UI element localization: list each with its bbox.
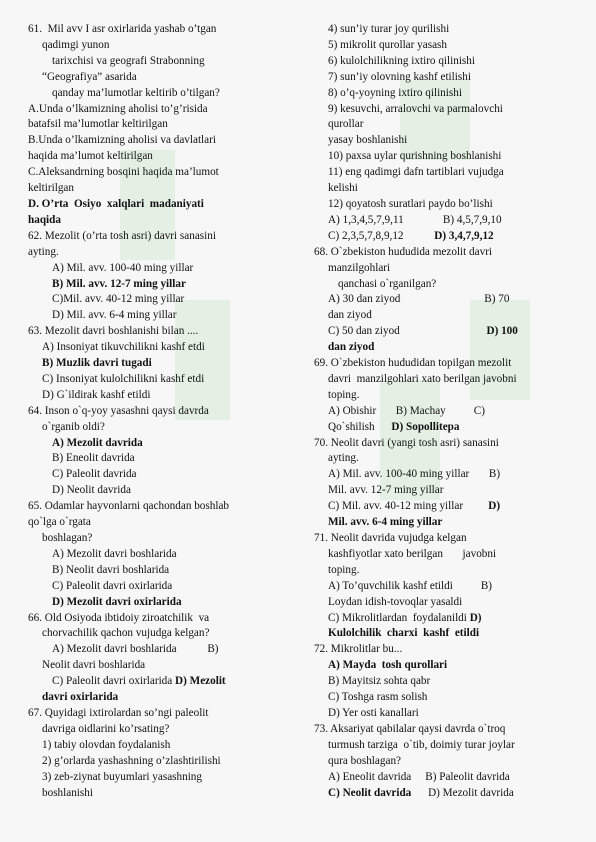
text-line (28, 372, 290, 388)
line-text: davriga oidlarini ko’rsating? (42, 722, 170, 735)
line-text: A) 1,3,4,5,7,9,11 B) 4,5,7,9,10 (328, 213, 502, 226)
line-text: D) Yer osti kanallari (328, 706, 419, 719)
line-text: 10) paxsa uylar qurishning boshlanishi (328, 150, 502, 163)
text-line (314, 261, 576, 277)
text-line (28, 38, 290, 54)
text-line (314, 436, 576, 452)
line-text: C) Insoniyat kulolchilikni kashf etdi (42, 372, 205, 385)
line-text: chorvachilik qachon vujudga kelgan? (42, 627, 210, 640)
text-line (28, 674, 290, 690)
text-line (28, 54, 290, 70)
text-line (28, 308, 290, 324)
line-text: 11) eng qadimgi dafn tartiblari vujudga (328, 166, 504, 179)
text-line (314, 626, 576, 642)
text-line (28, 181, 290, 197)
line-text: 69. O`zbekiston hududidan topilgan mezolit (314, 357, 512, 370)
line-text: qo`lga o`rgata (28, 516, 91, 529)
text-line (314, 165, 576, 181)
line-text: 70. Neolit davri (yangi tosh asri) sanasini (314, 436, 499, 449)
text-line (28, 642, 290, 658)
line-text: A) Mezolit davri boshlarida (52, 547, 177, 560)
text-line (28, 754, 290, 770)
line-text: 65. Odamlar hayvonlarni qachondan boshlab (28, 500, 230, 513)
text-line (314, 277, 576, 293)
text-line (314, 579, 576, 595)
line-text: C) Paleolit davri oxirlarida (52, 675, 173, 688)
line-text: 7) sun’iy olovning kashf etilishi (328, 70, 471, 83)
line-text: dan ziyod (328, 309, 372, 322)
line-answer: D) Mezolit davrida (411, 786, 514, 799)
line-text: A) Eneolit davrida B) Paleolit davrida (328, 770, 510, 783)
line-text: 6) kulolchilikning ixtiro qilinishi (328, 54, 475, 67)
text-line (28, 786, 290, 802)
line-text: o`rganib oldi? (42, 420, 105, 433)
line-text: haqida ma’lumot keltirilgan (28, 150, 153, 163)
text-line (28, 706, 290, 722)
text-line (314, 86, 576, 102)
line-text: C)Mil. avv. 40-12 ming yillar (52, 293, 185, 306)
line-answer: D) 100 (399, 325, 518, 338)
line-text: C) Neolit davrida (328, 786, 412, 799)
line-answer: D) 3,4,7,9,12 (403, 229, 494, 242)
text-line (314, 786, 576, 802)
text-line (28, 102, 290, 118)
line-text: C.Aleksandrning bosqini haqida ma’lumot (28, 166, 219, 179)
text-line (314, 117, 576, 133)
line-text: C) Paleolit davrida (52, 468, 137, 481)
text-line (28, 229, 290, 245)
line-text: boshlagan? (42, 532, 93, 544)
line-text: qanchasi o`rganilgan? (338, 277, 437, 290)
text-line (314, 483, 576, 499)
line-text: 61. Mil avv I asr oxirlarida yashab o’tgan (28, 23, 217, 35)
line-text: turmush tarziga o`tib, doimiy turar joylar (328, 738, 515, 751)
line-text: B) Mayitsiz sohta qabr (328, 675, 431, 688)
text-line (28, 531, 290, 547)
text-line (314, 420, 576, 436)
line-text: B) Mil. avv. 12-7 ming yillar (52, 277, 186, 290)
line-text: A) 30 dan ziyod B) 70 (328, 293, 510, 306)
text-line (314, 340, 576, 356)
line-text: D) G`ildirak kashf etildi (42, 388, 151, 401)
line-text: ayting. (328, 452, 359, 465)
text-line (314, 308, 576, 324)
text-line (28, 563, 290, 579)
line-text: Mil. avv. 6-4 ming yillar (328, 516, 443, 529)
line-text: “Geografiya” asarida (42, 70, 137, 83)
line-text: yasay boshlanishi (328, 134, 408, 147)
line-text: dan ziyod (328, 341, 375, 354)
line-text: batafsil ma’lumotlar keltirilgan (28, 118, 168, 131)
text-line (314, 674, 576, 690)
line-text: C) Toshga rasm solish (328, 691, 428, 704)
text-line (28, 690, 290, 706)
text-line (314, 706, 576, 722)
line-text: Neolit davri boshlarida (42, 659, 146, 672)
text-line (314, 38, 576, 54)
text-line (28, 133, 290, 149)
text-line (28, 499, 290, 515)
text-line (28, 261, 290, 277)
text-line (314, 245, 576, 261)
text-line (28, 165, 290, 181)
line-text: B) Eneolit davrida (52, 452, 135, 465)
text-line (314, 563, 576, 579)
line-text: Kulolchilik charxi kashf etildi (328, 627, 480, 640)
text-line (314, 658, 576, 674)
line-text: davri manzilgohlari xato berilgan javobni (328, 372, 517, 385)
line-text: A) Mil. avv. 100-40 ming yillar B) (328, 468, 501, 481)
line-text: Qo`shilish (328, 420, 375, 433)
line-text: 62. Mezolit (o’rta tosh asri) davri sanasini (28, 229, 216, 242)
line-text: toping. (328, 388, 360, 401)
text-line (314, 292, 576, 308)
text-line (28, 245, 290, 261)
text-line (28, 356, 290, 372)
line-text: C) Mil. avv. 40-12 ming yillar (328, 500, 464, 513)
text-line (28, 70, 290, 86)
line-answer: D) (463, 500, 501, 513)
text-line (28, 626, 290, 642)
text-line (28, 117, 290, 133)
text-line (314, 595, 576, 611)
text-line (28, 547, 290, 563)
line-answer: D) (466, 611, 482, 624)
line-text: B) Neolit davri boshlarida (52, 563, 170, 576)
text-line (314, 547, 576, 563)
text-line (314, 356, 576, 372)
line-text: 5) mikrolit qurollar yasash (328, 38, 447, 51)
line-text: boshlanishi (42, 786, 93, 799)
line-text: davri oxirlarida (42, 691, 119, 704)
line-text: manzilgohlari (328, 261, 391, 274)
line-text: haqida (28, 213, 61, 226)
text-line (314, 611, 576, 627)
line-text: 71. Neolit davrida vujudga kelgan (314, 532, 467, 544)
text-line (28, 595, 290, 611)
line-text: 4) sun’iy turar joy qurilishi (328, 23, 450, 35)
line-text: 67. Quyidagi ixtirolardan so’ngi paleolit (28, 706, 209, 719)
line-text: A) Mezolit davrida (52, 436, 143, 449)
text-line (314, 451, 576, 467)
text-line (28, 738, 290, 754)
text-line (314, 181, 576, 197)
line-text: kelishi (328, 182, 358, 195)
text-line (314, 642, 576, 658)
text-line (28, 658, 290, 674)
line-text: 3) zeb-ziynat buyumlari yasashning (42, 770, 202, 783)
line-text: 1) tabiy olovdan foydalanish (42, 738, 171, 751)
line-text: A) To’quvchilik kashf etildi B) (328, 579, 493, 592)
text-line (314, 133, 576, 149)
line-text: A) Obishir B) Machay C) (328, 404, 485, 417)
text-line (314, 54, 576, 70)
text-line (28, 340, 290, 356)
line-text: C) Paleolit davri oxirlarida (52, 579, 173, 592)
line-text: 68. O`zbekiston hududida mezolit davri (314, 245, 493, 258)
text-line (28, 420, 290, 436)
line-text: A) Mayda tosh qurollari (328, 659, 448, 672)
line-text: keltirilgan (28, 182, 74, 195)
text-line (28, 197, 290, 213)
text-line (314, 531, 576, 547)
line-text: 64. Inson o`q-yoy yasashni qaysi davrda (28, 404, 209, 417)
line-text: 12) qoyatosh suratlari paydo bo’lishi (328, 197, 493, 210)
text-line (28, 579, 290, 595)
text-line (314, 324, 576, 340)
text-line (314, 404, 576, 420)
text-line (28, 770, 290, 786)
line-text: C) Mikrolitlardan foydalanildi (328, 611, 467, 624)
text-line (314, 722, 576, 738)
text-line (314, 213, 576, 229)
text-line (28, 467, 290, 483)
line-text: qanday ma’lumotlar keltirib o’tilgan? (52, 86, 220, 99)
text-line (28, 436, 290, 452)
line-text: B.Unda o’lkamizning aholisi va davlatlari (28, 134, 216, 147)
text-line (314, 499, 576, 515)
text-line (314, 388, 576, 404)
line-text: toping. (328, 563, 360, 576)
text-line (28, 324, 290, 340)
text-line (314, 149, 576, 165)
text-line (28, 483, 290, 499)
line-text: tarixchisi va geografi Strabonning (52, 54, 205, 67)
text-line (314, 738, 576, 754)
text-line (28, 277, 290, 293)
line-text: B) Muzlik davri tugadi (42, 357, 152, 370)
line-text: ayting. (28, 245, 59, 258)
text-line (28, 451, 290, 467)
line-text: D) Mezolit davri oxirlarida (52, 595, 182, 608)
text-line (314, 770, 576, 786)
line-text: 8) o’q-yoyning ixtiro qilinishi (328, 86, 462, 99)
line-text: C) 50 dan ziyod (328, 325, 400, 338)
line-answer: D) Sopollitepa (374, 420, 460, 433)
text-line (28, 388, 290, 404)
left-column (28, 22, 290, 801)
text-line (28, 292, 290, 308)
line-answer: D) Mezolit (172, 675, 226, 688)
text-line (314, 229, 576, 245)
line-text: qurollar (328, 118, 364, 131)
text-line (28, 611, 290, 627)
text-line (28, 86, 290, 102)
text-line (314, 690, 576, 706)
line-text: 72. Mikrolitlar bu... (314, 643, 403, 656)
line-text: 66. Old Osiyoda ibtidoiy ziroatchilik va (28, 611, 210, 624)
line-text: qadimgi yunon (42, 38, 110, 51)
line-text: D) Mil. avv. 6-4 ming yillar (52, 309, 177, 322)
line-text: A) Insoniyat tikuvchilikni kashf etdi (42, 341, 205, 354)
text-line (314, 467, 576, 483)
line-text: 63. Mezolit davri boshlanishi bilan .... (28, 325, 199, 338)
line-text: D. O’rta Osiyo xalqlari madaniyati (28, 197, 204, 210)
line-text: 9) kesuvchi, arralovchi va parmalovchi (328, 102, 503, 115)
line-text: Mil. avv. 12-7 ming yillar (328, 484, 444, 497)
text-line (314, 102, 576, 118)
line-text: kashfiyotlar xato berilgan javobni (328, 547, 497, 560)
text-line (28, 404, 290, 420)
line-text: D) Neolit davrida (52, 484, 131, 497)
line-text: qura boshlagan? (328, 754, 402, 767)
text-line (28, 722, 290, 738)
text-line (314, 754, 576, 770)
line-text: A.Unda o’lkamizning aholisi to’g’risida (28, 102, 208, 115)
line-text: A) Mezolit davri boshlarida B) (52, 643, 219, 656)
line-text: Loydan idish-tovoqlar yasaldi (328, 595, 463, 608)
text-line (314, 197, 576, 213)
line-text: 2) g’orlarda yashashning o’zlashtirilishi (42, 754, 221, 767)
text-line (314, 70, 576, 86)
line-text: C) 2,3,5,7,8,9,12 (328, 229, 404, 242)
text-line (314, 22, 576, 38)
right-column (314, 22, 576, 801)
line-text: A) Mil. avv. 100-40 ming yillar (52, 261, 194, 274)
text-line (28, 213, 290, 229)
text-line (314, 372, 576, 388)
text-line (28, 149, 290, 165)
text-line (28, 22, 290, 38)
text-line (314, 515, 576, 531)
line-text: 73. Aksariyat qabilalar qaysi davrda o`troq (314, 722, 506, 735)
text-line (28, 515, 290, 531)
